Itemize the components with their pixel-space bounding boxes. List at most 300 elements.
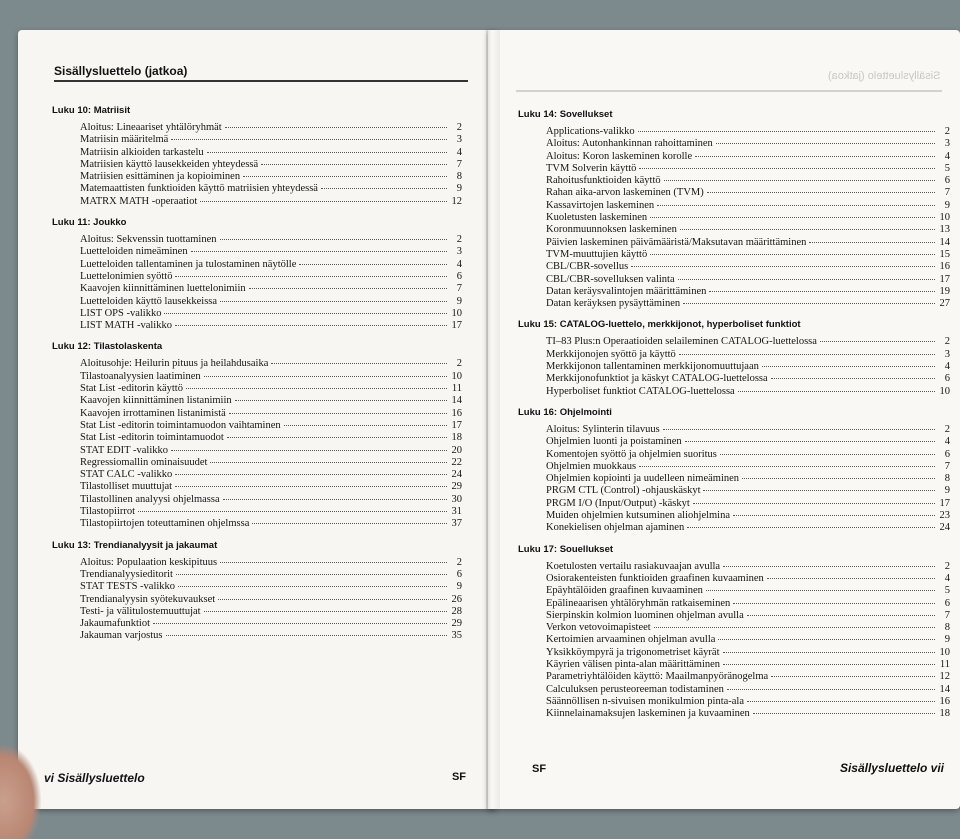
toc-entry [546, 138, 950, 150]
page-number: 3 [456, 246, 462, 258]
dot-leader [223, 499, 447, 500]
page-footer-code: SF [532, 763, 547, 775]
toc-entry [80, 457, 462, 469]
toc-entry [80, 308, 462, 320]
dot-leader [175, 276, 447, 277]
section-gap [518, 720, 950, 726]
toc-entry [546, 610, 950, 622]
dot-leader [733, 515, 935, 516]
toc-entry [80, 395, 462, 407]
page-number: 7 [944, 460, 950, 472]
page-number: 12 [939, 671, 950, 683]
toc-entry [546, 473, 950, 485]
entry-title: Koronmuunnoksen laskeminen [546, 224, 677, 236]
page-number: 12 [451, 195, 462, 207]
toc-entry [546, 498, 950, 510]
section-gap [518, 398, 950, 404]
entry-title: Regressiomallin ominaisuudet [80, 456, 208, 468]
page-number: 14 [939, 683, 950, 695]
dot-leader [171, 139, 447, 140]
toc-section [52, 216, 462, 338]
toc-entry [546, 647, 950, 659]
page-number: 17 [451, 419, 462, 431]
dot-leader [153, 623, 447, 624]
toc-entry [546, 461, 950, 473]
entry-title: Rahan aika-arvon laskeminen (TVM) [546, 187, 704, 199]
toc-entry [80, 171, 462, 183]
page-number: 4 [944, 361, 950, 373]
page-number: 3 [944, 138, 950, 150]
dot-leader [321, 188, 447, 189]
section-gap [518, 310, 950, 316]
dot-leader [820, 341, 935, 342]
dot-leader [271, 363, 447, 364]
entry-title: Matriisien käyttö lausekkeiden yhteydessä [80, 158, 259, 170]
section-title: Luku 13: Trendianalyysit ja jakaumat [52, 539, 218, 551]
page-number: 16 [451, 407, 462, 419]
section-gap [52, 531, 462, 537]
page-number: 24 [939, 522, 950, 534]
dot-leader [683, 303, 935, 304]
dot-leader [249, 288, 447, 289]
toc-entry [546, 212, 950, 224]
toc-section [52, 539, 462, 649]
dot-leader [664, 180, 935, 181]
page-number: 3 [456, 134, 462, 146]
entry-title: LIST OPS -valikko [80, 307, 162, 319]
page-number: 2 [456, 122, 462, 133]
entry-title: Tilastoanalyysien laatiminen [80, 370, 201, 382]
page-number: 10 [451, 307, 462, 319]
page-number: 17 [939, 497, 950, 509]
page-number: 4 [944, 436, 950, 448]
dot-leader [654, 627, 935, 628]
dot-leader [218, 599, 447, 600]
toc-section [52, 340, 462, 536]
toc-entry [546, 485, 950, 497]
page-number: 7 [944, 187, 950, 199]
dot-leader [204, 611, 447, 612]
page-number: 9 [944, 199, 950, 211]
entry-title: STAT EDIT -valikko [80, 444, 169, 456]
page-number: 7 [456, 283, 462, 295]
toc-entry [80, 445, 462, 457]
entry-title: Rahoitusfunktioiden käyttö [546, 175, 661, 187]
page-number: 9 [456, 295, 462, 307]
dot-leader [207, 152, 447, 153]
dot-leader [284, 425, 447, 426]
toc-entry [80, 408, 462, 420]
toc-entry [80, 581, 462, 593]
entry-title: Kassavirtojen laskeminen [546, 199, 655, 211]
toc-entry [546, 336, 950, 348]
dot-leader [716, 143, 935, 144]
toc-entry [80, 432, 462, 444]
page-number: 2 [456, 358, 462, 370]
page-number: 14 [939, 236, 950, 248]
toc-entry [546, 261, 950, 273]
toc-entry [546, 696, 950, 708]
toc-entry [546, 175, 950, 187]
toc-entry [546, 522, 950, 534]
page-number: 11 [939, 658, 950, 670]
page-number: 10 [939, 646, 950, 658]
dot-leader [733, 603, 935, 604]
toc-column-left [52, 102, 462, 649]
dot-leader [703, 490, 935, 491]
toc-entry [80, 481, 462, 493]
toc-entry [80, 134, 462, 146]
entry-title: Calculuksen perusteoreeman todistaminen [546, 683, 724, 695]
toc-column-right [518, 106, 950, 726]
toc-entry [546, 163, 950, 175]
page-number: 2 [944, 126, 950, 137]
dot-leader [738, 391, 935, 392]
entry-title: Päivien laskeminen päivämääristä/Maksutavan määrittäminen [546, 236, 807, 248]
dot-leader [720, 454, 935, 455]
section-title: Luku 11: Joukko [52, 217, 127, 229]
dot-leader [164, 313, 447, 314]
page-number: 18 [451, 432, 462, 444]
toc-entry [546, 561, 950, 573]
dot-leader [225, 127, 447, 128]
page-number: 4 [944, 572, 950, 584]
dot-leader [175, 486, 447, 487]
page-number: 13 [939, 224, 950, 236]
page-number: 9 [944, 485, 950, 497]
dot-leader [718, 639, 935, 640]
section-title: Luku 14: Sovellukset [518, 109, 613, 120]
toc-entry [80, 569, 462, 581]
page-number: 27 [939, 298, 950, 310]
toc-entry [546, 436, 950, 448]
dot-leader [204, 376, 447, 377]
entry-title: TVM-muuttujien käyttö [546, 248, 648, 260]
entry-title: Koetulosten vertailu rasiakuvaajan avulla [546, 560, 721, 572]
entry-title: STAT TESTS -valikko [80, 581, 176, 593]
entry-title: Ohjelmien muokkaus [546, 460, 637, 472]
dot-leader [252, 523, 447, 524]
toc-section [52, 104, 462, 214]
dot-leader [762, 366, 935, 367]
entry-title: Käyrien välisen pinta-alan määrittäminen [546, 658, 721, 670]
page-number: 6 [944, 597, 950, 609]
entry-title: Jakauman varjostus [80, 630, 163, 642]
entry-title: Aloitus: Autonhankinnan rahoittaminen [546, 138, 713, 150]
dot-leader [685, 441, 935, 442]
right-page [488, 30, 960, 809]
toc-entry [80, 196, 462, 208]
section-title: Luku 10: Matriisit [52, 105, 131, 116]
toc-entry [546, 449, 950, 461]
page-number: 4 [944, 150, 950, 162]
page-number: 9 [456, 581, 462, 593]
entry-title: Luetteloiden käyttö lausekkeissa [80, 295, 218, 307]
toc-entry [546, 573, 950, 585]
toc-entry [80, 371, 462, 383]
page-number: 10 [939, 385, 950, 397]
toc-entry [546, 361, 950, 373]
page-footer-title: Sisällysluettelo vii [839, 761, 944, 775]
page-number: 31 [451, 506, 462, 518]
dot-leader [178, 586, 447, 587]
dot-leader [220, 239, 448, 240]
entry-title: PRGM I/O (Input/Output) -käskyt [546, 497, 690, 509]
section-title: Luku 17: Souellukset [518, 543, 614, 555]
entry-title: Epälineaarisen yhtälöryhmän ratkaiseminen [546, 597, 731, 609]
entry-title: Aloitusohje: Heilurin pituus ja heilahdusaika [80, 358, 269, 370]
entry-title: Osiorakenteisten funktioiden graafinen kuvaaminen [546, 572, 764, 584]
entry-title: Aloitus: Lineaariset yhtälöryhmät [80, 122, 222, 133]
toc-section [518, 318, 950, 403]
section-gap [52, 208, 462, 214]
section-title: Luku 12: Tilastolaskenta [52, 341, 163, 353]
page-number: 29 [451, 618, 462, 630]
toc-entry [80, 320, 462, 332]
toc-entry [80, 630, 462, 642]
dot-leader [638, 131, 935, 132]
entry-title: Säännöllisen n-sivuisen monikulmion pinta-ala [546, 695, 745, 707]
dot-leader [175, 325, 447, 326]
toc-entry [546, 237, 950, 249]
page-number: 2 [456, 556, 462, 568]
page-number: 6 [456, 270, 462, 282]
toc-entry [546, 151, 950, 163]
entry-title: Komentojen syöttö ja ohjelmien suoritus [546, 448, 717, 460]
dot-leader [631, 266, 935, 267]
dot-leader [191, 251, 447, 252]
page-number: 3 [944, 348, 950, 360]
entry-title: Yksikköympyrä ja trigonometriset käyrät [546, 646, 720, 658]
toc-entry [546, 424, 950, 436]
page-number: 2 [944, 336, 950, 348]
entry-title: PRGM CTL (Control) -ohjauskäskyt [546, 485, 701, 497]
dot-leader [210, 462, 447, 463]
page-number: 17 [451, 320, 462, 332]
page-number: 23 [939, 510, 950, 522]
toc-entry [546, 510, 950, 522]
entry-title: Trendianalyysieditorit [80, 568, 173, 580]
entry-title: Tilastopiirrot [80, 506, 136, 518]
entry-title: Kaavojen irrottaminen listanimistä [80, 407, 226, 419]
dot-leader [227, 437, 447, 438]
toc-entry [80, 494, 462, 506]
entry-title: LIST MATH -valikko [80, 320, 172, 332]
page-number: 4 [456, 258, 462, 270]
entry-title: Matriisin määritelmä [80, 134, 169, 146]
dot-leader [742, 478, 935, 479]
page-number: 4 [456, 146, 462, 158]
entry-title: Kiinnelainamaksujen laskeminen ja kuvaaminen [546, 708, 750, 720]
page-number: 24 [451, 469, 462, 481]
entry-title: Kuoletusten laskeminen [546, 212, 648, 224]
toc-entry [546, 708, 950, 720]
page-number: 6 [944, 175, 950, 187]
entry-title: Verkon vetovoimapisteet [546, 622, 651, 634]
dot-leader [695, 156, 935, 157]
entry-title: Stat List -editorin toimintamuodon vaihtaminen [80, 419, 281, 431]
section-title: Luku 15: CATALOG-luettelo, merkkijonot, hyperboliset funktiot [518, 319, 801, 331]
page-number: 6 [944, 373, 950, 385]
thumb [0, 744, 42, 839]
toc-entry [80, 147, 462, 159]
toc-entry [80, 183, 462, 195]
entry-title: Muiden ohjelmien kutsuminen aliohjelmina [546, 510, 731, 522]
toc-entry [80, 506, 462, 518]
entry-title: TI–83 Plus:n Operaatioiden selaileminen CATALOG-luettelossa [546, 336, 817, 348]
toc-entry [80, 296, 462, 308]
entry-title: Aloitus: Sekvenssin tuottaminen [80, 234, 217, 246]
page-number: 18 [939, 708, 950, 720]
toc-entry [80, 358, 462, 370]
toc-entry [80, 557, 462, 569]
page-number: 8 [944, 473, 950, 485]
bleed-through-rule [516, 90, 942, 92]
entry-title: Tilastopiirtojen toteuttaminen ohjelmssa [80, 518, 250, 530]
page-number: 20 [451, 444, 462, 456]
dot-leader [727, 689, 935, 690]
entry-title: Hyperboliset funktiot CATALOG-luettelossa [546, 385, 735, 397]
left-page [18, 30, 496, 809]
toc-entry [546, 286, 950, 298]
entry-title: Stat List -editorin toimintamuodot [80, 432, 224, 444]
dot-leader [706, 590, 935, 591]
entry-title: Matriisien esittäminen ja kopioiminen [80, 171, 241, 183]
toc-entry [80, 159, 462, 171]
page-number: 14 [451, 395, 462, 407]
page-number: 9 [456, 183, 462, 195]
page-number: 5 [944, 585, 950, 597]
entry-title: Kaavojen kiinnittäminen luettelonimiin [80, 283, 246, 295]
dot-leader [235, 400, 447, 401]
toc-entry [80, 122, 462, 134]
entry-title: Jakaumafunktiot [80, 618, 150, 630]
dot-leader [809, 242, 935, 243]
entry-title: Ohjelmien luonti ja poistaminen [546, 436, 682, 448]
dot-leader [650, 254, 935, 255]
entry-title: Datan keräyksen pysäyttäminen [546, 298, 681, 310]
entry-title: Applications-valikko [546, 126, 635, 137]
page-number: 2 [456, 234, 462, 246]
entry-title: Parametriyhtälöiden käyttö: Maailmanpyöränogelma [546, 671, 769, 683]
dot-leader [687, 527, 935, 528]
entry-title: Testi- ja välitulostemuuttujat [80, 605, 201, 617]
page-number: 30 [451, 493, 462, 505]
page-number: 6 [456, 568, 462, 580]
toc-entry [546, 585, 950, 597]
dot-leader [639, 168, 935, 169]
dot-leader [707, 192, 935, 193]
dot-leader [175, 474, 447, 475]
page-number: 10 [939, 212, 950, 224]
page-number: 8 [944, 622, 950, 634]
dot-leader [299, 264, 447, 265]
toc-entry [546, 684, 950, 696]
toc-entry [80, 469, 462, 481]
section-title: Luku 16: Ohjelmointi [518, 406, 612, 418]
section-gap [52, 643, 462, 649]
entry-title: Ohjelmien kopiointi ja uudelleen nimeäminen [546, 473, 740, 485]
entry-title: CBL/CBR-sovelluksen valinta [546, 273, 675, 285]
dot-leader [723, 566, 935, 567]
dot-leader [171, 450, 447, 451]
entry-title: Kertoimien arvaaminen ohjelman avulla [546, 634, 716, 646]
dot-leader [680, 229, 935, 230]
dot-leader [166, 635, 447, 636]
dot-leader [753, 713, 935, 714]
toc-entry [80, 259, 462, 271]
bleed-through-header: Sisällysluettelo (jatkoa) [827, 70, 940, 82]
dot-leader [138, 511, 447, 512]
entry-title: Trendianalyysin syötekuvaukset [80, 593, 216, 605]
dot-leader [771, 676, 935, 677]
toc-entry [546, 349, 950, 361]
dot-leader [200, 201, 447, 202]
entry-title: Epäyhtälöiden graafinen kuvaaminen [546, 585, 703, 597]
entry-title: Tilastollinen analyysi ohjelmassa [80, 493, 220, 505]
dot-leader [771, 378, 935, 379]
page-number: 35 [451, 630, 462, 642]
entry-title: Tilastolliset muuttujat [80, 481, 173, 493]
dot-leader [747, 701, 935, 702]
dot-leader [220, 301, 447, 302]
entry-title: Datan keräysvalintojen määrittäminen [546, 285, 707, 297]
entry-title: TVM Solverin käyttö [546, 162, 637, 174]
toc-entry [80, 518, 462, 530]
page-number: 26 [451, 593, 462, 605]
page-header-title: Sisällysluettelo (jatkoa) [54, 64, 188, 78]
toc-entry [80, 271, 462, 283]
entry-title: CBL/CBR-sovellus [546, 261, 629, 273]
page-number: 37 [451, 518, 462, 530]
entry-title: Luettelonimien syöttö [80, 270, 173, 282]
page-number: 15 [939, 248, 950, 260]
dot-leader [723, 652, 935, 653]
entry-title: Aloitus: Populaation keskipituus [80, 556, 218, 568]
toc-entry [80, 234, 462, 246]
toc-entry [546, 249, 950, 261]
toc-entry [546, 187, 950, 199]
toc-entry [546, 274, 950, 286]
dot-leader [657, 205, 935, 206]
page-number: 5 [944, 162, 950, 174]
page-number: 7 [456, 158, 462, 170]
dot-leader [678, 279, 935, 280]
page-footer-title: vi Sisällysluettelo [44, 771, 145, 785]
toc-entry [80, 606, 462, 618]
dot-leader [650, 217, 935, 218]
page-number: 9 [944, 634, 950, 646]
page-number: 19 [939, 285, 950, 297]
dot-leader [747, 615, 935, 616]
page-number: 11 [451, 383, 462, 395]
dot-leader [176, 574, 447, 575]
entry-title: Merkkijonojen syöttö ja käyttö [546, 348, 676, 360]
toc-entry [546, 126, 950, 138]
page-number: 8 [456, 171, 462, 183]
entry-title: Sierpinskin kolmion luominen ohjelman avulla [546, 609, 744, 621]
page-number: 7 [944, 609, 950, 621]
section-gap [518, 535, 950, 541]
dot-leader [229, 413, 447, 414]
toc-entry [546, 634, 950, 646]
toc-entry [546, 622, 950, 634]
toc-entry [546, 373, 950, 385]
entry-title: MATRX MATH -operaatiot [80, 195, 198, 207]
toc-section [518, 108, 950, 316]
entry-title: Matriisin alkioiden tarkastelu [80, 146, 204, 158]
entry-title: Matemaattisten funktioiden käyttö matriisien yhteydessä [80, 183, 318, 195]
